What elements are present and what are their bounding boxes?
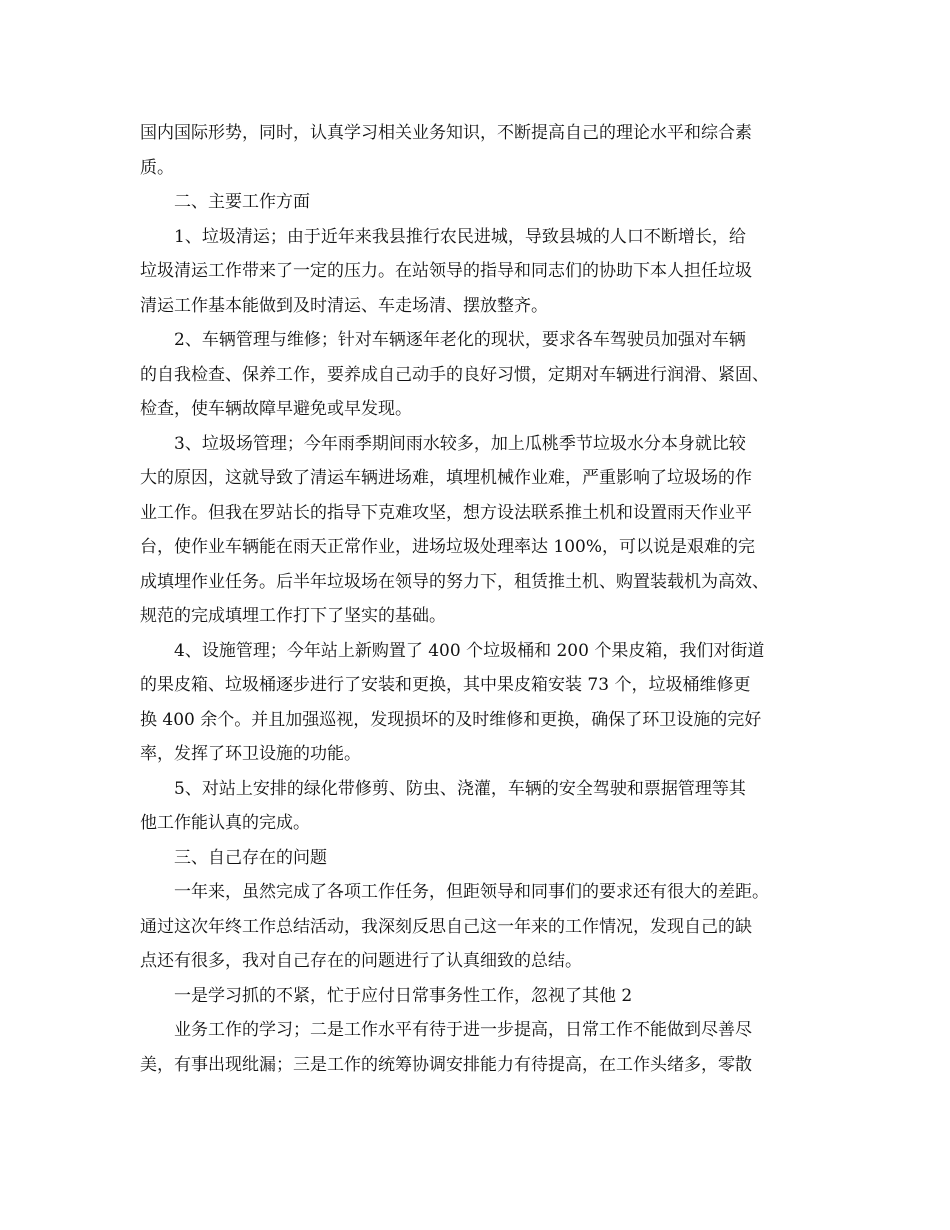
text-line: 3、垃圾场管理；今年雨季期间雨水较多，加上瓜桃季节垃圾水分本身就比较 — [174, 433, 746, 454]
text-line: 5、对站上安排的绿化带修剪、防虫、浇灌，车辆的安全驾驶和票据管理等其 — [174, 778, 746, 799]
text-line: 的果皮箱、垃圾桶逐步进行了安装和更换，其中果皮箱安装 73 个，垃圾桶维修更 — [140, 675, 751, 695]
text-line: 4、设施管理；今年站上新购置了 400 个垃圾桶和 200 个果皮箱，我们对街道 — [174, 640, 765, 661]
text-line: 检查，使车辆故障早避免或早发现。 — [140, 399, 412, 419]
text-line: 的自我检查、保养工作，要养成自己动手的良好习惯，定期对车辆进行润滑、紧固、 — [140, 364, 769, 385]
text-line: 2、车辆管理与维修；针对车辆逐年老化的现状，要求各车驾驶员加强对车辆 — [174, 330, 746, 350]
document-body — [140, 116, 820, 1082]
text-line: 二、主要工作方面 — [174, 192, 310, 212]
text-line: 他工作能认真的完成。 — [140, 813, 310, 833]
text-line: 台，使作业车辆能在雨天正常作业，进场垃圾处理率达 100%，可以说是艰难的完 — [140, 537, 756, 557]
text-line: 一是学习抓的不紧，忙于应付日常事务性工作，忽视了其他 2 — [174, 985, 633, 1006]
text-line: 国内国际形势，同时，认真学习相关业务知识，不断提高自己的理论水平和综合素 — [140, 123, 752, 143]
text-line: 点还有很多，我对自己存在的问题进行了认真细致的总结。 — [140, 951, 582, 971]
text-line: 垃圾清运工作带来了一定的压力。在站领导的指导和同志们的协助下本人担任垃圾 — [140, 261, 752, 281]
text-line: 清运工作基本能做到及时清运、车走场清、摆放整齐。 — [140, 295, 548, 316]
text-line: 业工作。但我在罗站长的指导下克难攻坚，想方设法联系推土机和设置雨天作业平 — [140, 502, 752, 523]
text-line: 一年来，虽然完成了各项工作任务，但距领导和同事们的要求还有很大的差距。 — [174, 882, 769, 902]
text-line: 业务工作的学习；二是工作水平有待于进一步提高，日常工作不能做到尽善尽 — [174, 1020, 752, 1040]
text-line: 率，发挥了环卫设施的功能。 — [140, 744, 361, 764]
text-line: 三、自己存在的问题 — [174, 847, 327, 868]
text-line: 大的原因，这就导致了清运车辆进场难，填埋机械作业难，严重影响了垃圾场的作 — [140, 468, 752, 488]
text-line: 成填埋作业任务。后半年垃圾场在领导的努力下，租赁推土机、购置装载机为高效、 — [140, 571, 769, 592]
text-line: 质。 — [140, 157, 174, 178]
text-line: 换 400 余个。并且加强巡视，发现损坏的及时维修和更换，确保了环卫设施的完好 — [140, 709, 762, 730]
text-line: 规范的完成填埋工作打下了坚实的基础。 — [140, 606, 446, 626]
text-line: 1、垃圾清运；由于近年来我县推行农民进城，导致县城的人口不断增长，给 — [174, 226, 746, 247]
text-line: 通过这次年终工作总结活动，我深刻反思自己这一年来的工作情况，发现自己的缺 — [140, 916, 752, 937]
text-line: 美，有事出现纰漏；三是工作的统筹协调安排能力有待提高，在工作头绪多，零散 — [140, 1054, 752, 1075]
